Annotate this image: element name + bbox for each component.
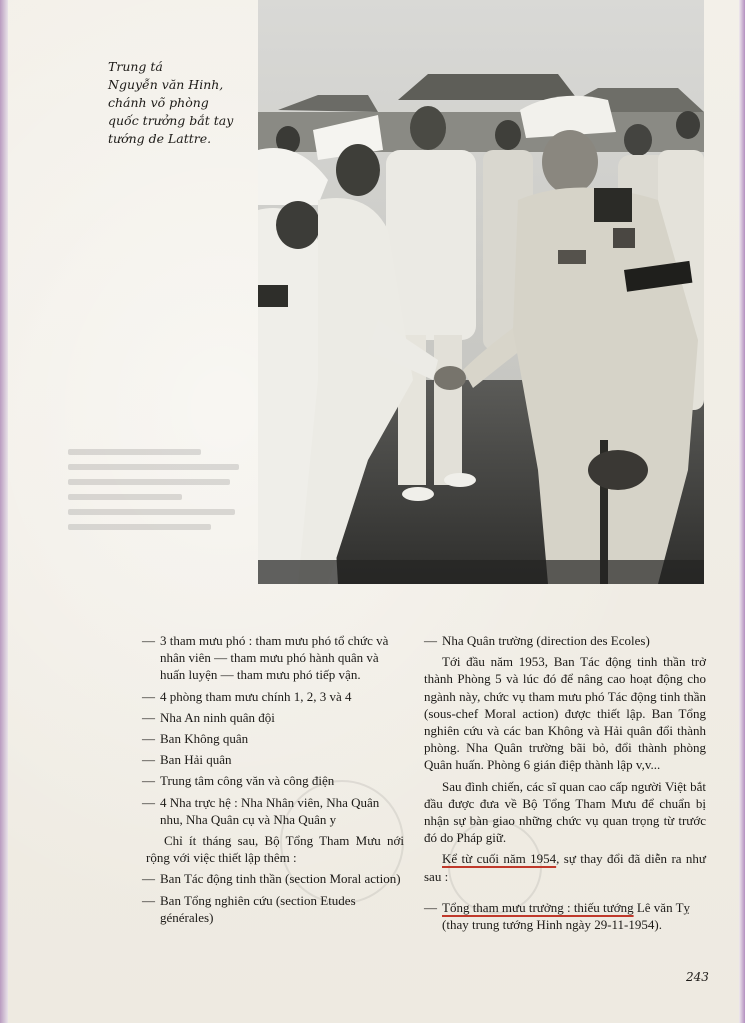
photograph-icon	[258, 0, 704, 584]
list-item: — Nha Quân trường (direction des Ecoles)	[424, 633, 650, 648]
bleed-through-text	[68, 440, 258, 580]
underlined-phrase: Tổng tham mưu trưởng : thiếu tướng	[442, 899, 634, 915]
paragraph: Kể từ cuối năm 1954, sự thay đổi đã diễn ra như sau :	[424, 851, 706, 884]
page-edge-right	[739, 0, 745, 1023]
list-item: — 4 Nha trực hệ : Nha Nhân viên, Nha Quân nhu, Nha Quân cụ và Nha Quân y	[142, 794, 380, 827]
right-text-column	[424, 632, 706, 937]
list-item: — Tổng tham mưu trưởng : thiếu tướng Lê văn Tỵ (thay trung tướng Hinh ngày 29-11-1954).	[424, 899, 691, 933]
list-item: — 3 tham mưu phó : tham mưu phó tổ chức và nhân viên — tham mưu phó hành quân và huấn luyện — tham mưu phó tiếp vận.	[142, 633, 389, 683]
list-item: — Ban Không quân	[142, 731, 249, 747]
page-edge-left	[0, 0, 8, 1023]
paragraph: Tới đầu năm 1953, Ban Tác động tinh thần trở thành Phòng 5 và lúc đó để nâng cao hoạt động cho ngành này, chức vụ tham mưu phó Tác động tinh thần (sous-chef Moral action) được thiết lập. Ban Tổng nghiên cứu và các ban Không và Hải quân đổi thành phòng. Nha Quân trường bãi bỏ, đổi thành phòng Quân huấn. Phòng 6 gián điệp thành lập v,v...	[424, 654, 706, 773]
caption-line: chánh võ phòng	[108, 95, 209, 110]
left-text-column	[142, 632, 404, 930]
list-item: — Nha An ninh quân đội	[142, 709, 275, 725]
list-item: — Ban Hải quân	[142, 752, 232, 768]
caption-line: quốc trưởng bắt tay	[108, 113, 234, 128]
list-item: — Ban Tác động tinh thần (section Moral action)	[142, 871, 401, 887]
caption-line: Nguyễn văn Hinh,	[108, 77, 224, 92]
list-item: — Trung tâm công văn và công điện	[142, 773, 335, 789]
photo-caption	[108, 58, 258, 148]
underlined-phrase: Kể từ cuối năm 1954	[442, 851, 557, 867]
caption-line: tướng de Lattre.	[108, 131, 212, 146]
paragraph: Sau đình chiến, các sĩ quan cao cấp người Việt bắt đầu được đưa về Bộ Tổng Tham Mưu để chuẩn bị nhận sự bàn giao những chức vụ quan trọng từ trước đó do Pháp giữ.	[424, 778, 706, 846]
paragraph: Chỉ ít tháng sau, Bộ Tổng Tham Mưu nới rộng với việc thiết lập thêm :	[146, 833, 404, 866]
list-item: — Ban Tổng nghiên cứu (section Etudes générales)	[142, 892, 356, 925]
list-item: — 4 phòng tham mưu chính 1, 2, 3 và 4	[142, 688, 352, 704]
historical-photograph	[258, 0, 704, 584]
caption-line: Trung tá	[108, 59, 163, 74]
page-number: 243	[686, 970, 709, 984]
